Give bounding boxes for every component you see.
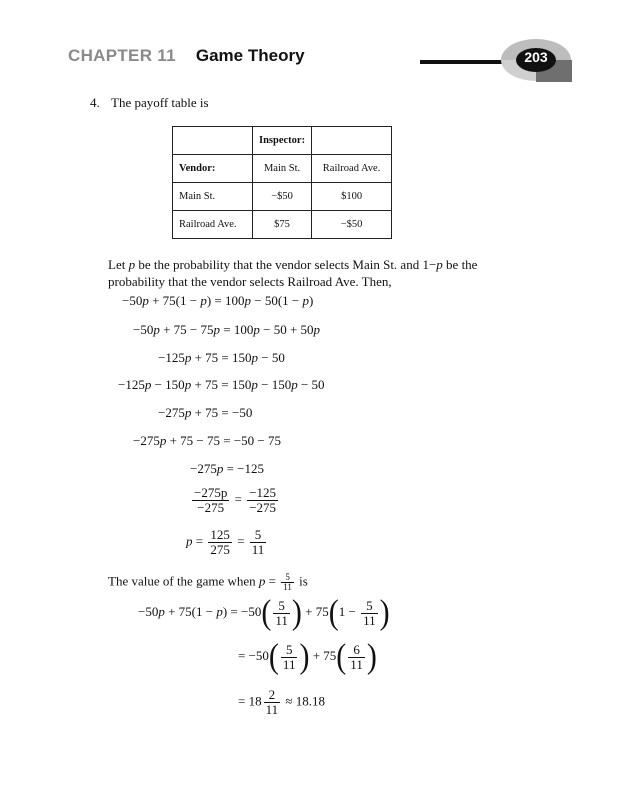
denominator: 11 — [265, 702, 279, 717]
table-cell: Main St. — [173, 183, 253, 211]
equation-line: −275p = −125 — [190, 461, 265, 476]
numerator: −275p — [194, 485, 228, 500]
fraction — [273, 599, 290, 628]
equation-line: −275p + 75 = −50 — [158, 405, 253, 420]
numerator: 5 — [366, 597, 373, 613]
payoff-table — [172, 126, 392, 239]
fraction — [264, 688, 281, 717]
table-row — [173, 155, 392, 183]
table-row — [173, 183, 392, 211]
equation-value-line-3: = 18 $\frac{2}{11}$ ≈ 18.18 — [238, 687, 326, 717]
equation-line: −125p + 75 = 150p − 50 — [158, 350, 285, 365]
fraction — [247, 486, 278, 515]
table-row — [173, 127, 392, 155]
table-cell: Railroad Ave. — [173, 211, 253, 239]
equation-fraction-line: p = $\frac{125}{275}$ = $\frac{5}{11}$ — [186, 527, 265, 557]
denominator: −275 — [249, 500, 277, 515]
approx-value: ≈ 18.18 — [285, 693, 326, 709]
equation-line: −50p + 75(1 − p) = 100p − 50(1 − p) — [122, 293, 314, 308]
equation-line: −125p − 150p + 75 = 150p − 150p − 50 — [118, 377, 325, 392]
equation-fraction-line: $\frac{-275p}{-275}$ = $\frac{-125}{-275}$ — [194, 485, 277, 515]
problem-statement — [90, 95, 209, 111]
table-cell: $75 — [253, 211, 312, 239]
table-cell: Main St. — [253, 155, 312, 183]
denominator: 275 — [210, 542, 230, 557]
fraction — [281, 573, 294, 592]
numerator: −125 — [249, 485, 277, 500]
table-row — [173, 211, 392, 239]
denominator: 11 — [363, 612, 376, 628]
fraction — [348, 643, 365, 672]
numerator: 5 — [278, 597, 285, 613]
chapter-label: CHAPTER 11 — [68, 46, 176, 65]
table-cell: −$50 — [253, 183, 312, 211]
value-line: The value of the game when p = $\frac{5}{11}$ is — [108, 572, 308, 592]
para-text-1: be the probability that the vendor selects Main St. and 1− — [138, 257, 437, 272]
table-cell: $100 — [312, 183, 392, 211]
para-text-1b: be the probability that the vendor selects Railroad Ave. Then, — [108, 257, 478, 289]
page-number-badge — [500, 38, 572, 82]
numerator: 5 — [254, 527, 262, 542]
running-header — [68, 46, 305, 66]
denominator: 11 — [283, 582, 292, 592]
equation-value-line-1: −50p + 75(1 − p) = −50( $\frac{5}{11}$ ) + 75(1 − $\frac{5}{11}$ ) — [138, 593, 390, 632]
denominator: 11 — [282, 656, 296, 672]
denominator: −275 — [192, 500, 229, 515]
equation-line: −275p + 75 − 75 = −50 − 75 — [133, 433, 282, 448]
fraction — [208, 528, 232, 557]
numerator: 5 — [285, 641, 293, 657]
fraction — [361, 599, 378, 628]
problem-intro: The payoff table is — [111, 95, 209, 110]
table-cell — [312, 127, 392, 155]
numerator: 2 — [268, 687, 276, 702]
fraction — [250, 528, 267, 557]
fraction — [281, 643, 298, 672]
table-cell: Inspector: — [253, 127, 312, 155]
equation-line: −50p + 75 − 75p = 100p − 50 + 50p — [133, 322, 321, 337]
denominator: 11 — [275, 612, 288, 628]
chapter-title: Game Theory — [195, 46, 305, 65]
equation-value-line-2: = −50( $\frac{5}{11}$ ) + 75( $\frac{6}{11}$ ) — [238, 637, 377, 676]
numerator: 6 — [353, 641, 360, 657]
table-cell: Railroad Ave. — [312, 155, 392, 183]
explanation-paragraph: Let p be the probability that the vendor selects Main St. and 1−p be the probability that the vendor selects Railroad Ave. Then, — [108, 257, 478, 289]
fraction — [192, 486, 229, 515]
mixed-number-whole: 18 — [248, 693, 262, 709]
denominator: 11 — [350, 656, 363, 672]
value-line-suffix: is — [299, 573, 308, 589]
numerator: 125 — [210, 527, 230, 542]
table-cell — [173, 127, 253, 155]
denominator: 11 — [251, 542, 265, 557]
value-line-prefix: The value of the game when — [108, 573, 256, 589]
table-cell: −$50 — [312, 211, 392, 239]
problem-number: 4. — [90, 95, 100, 110]
page-number: 203 — [524, 49, 548, 65]
table-cell: Vendor: — [173, 155, 253, 183]
numerator: 5 — [285, 572, 290, 582]
